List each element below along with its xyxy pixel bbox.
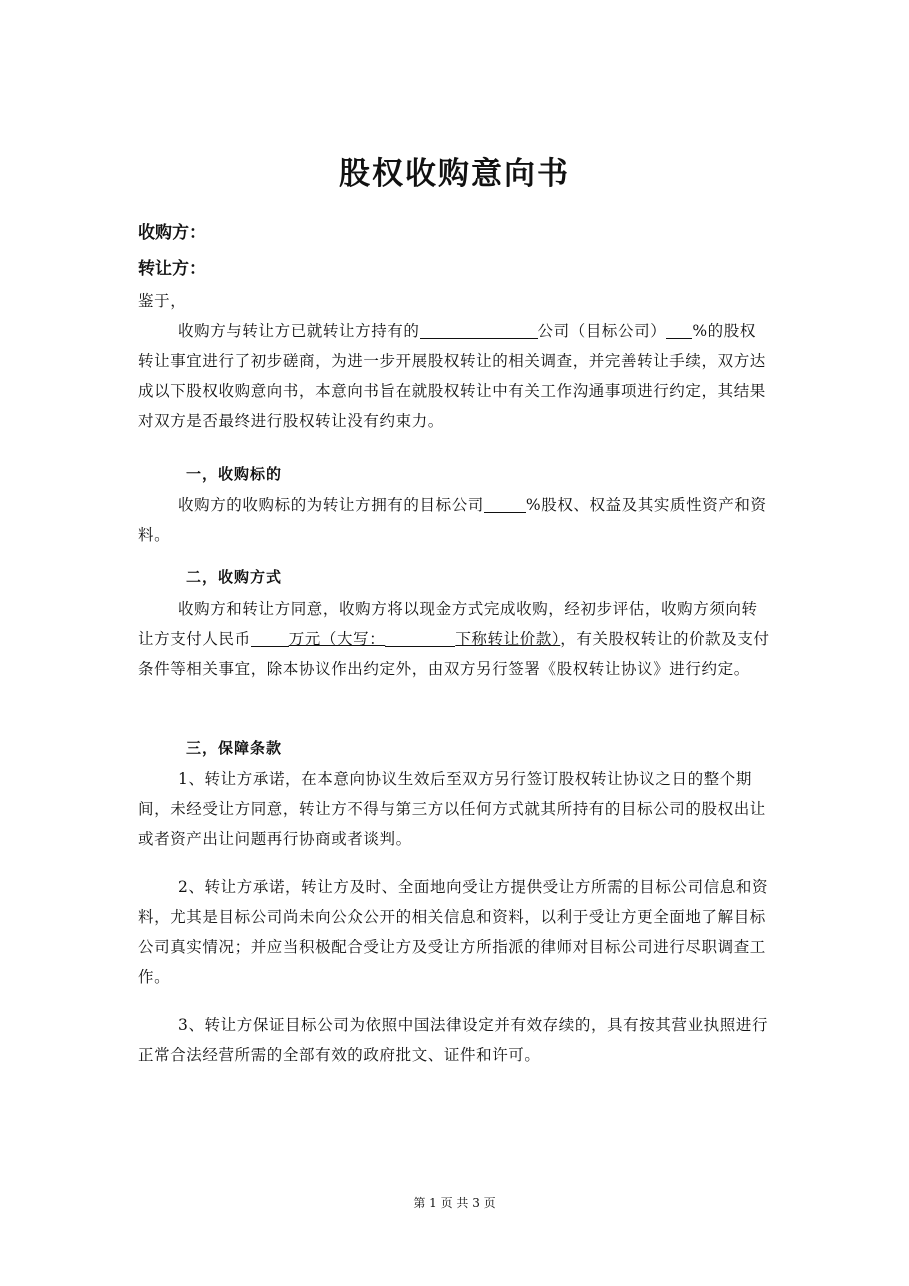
section1-text-1: 收购方的收购标的为转让方拥有的目标公司 (178, 496, 484, 514)
whereas-text: 鉴于， (138, 292, 187, 310)
document-title: 股权收购意向书 (339, 156, 570, 192)
amount-blank (251, 628, 289, 647)
section2-text-3: 下称转让价款） (455, 630, 561, 648)
amount-words-blank (385, 628, 455, 647)
section3-item-2: 2、转让方承诺，转让方及时、全面地向受让方提供受让方所需的目标公司信息和资料，尤其是目标公司尚未向公众公开的相关信息和资料，以利于受让方更全面地了解目标公司真实情况；并应当积极配合受让方及受让方所指派的律师对目标公司进行尽职调查工作。 (138, 878, 769, 986)
transferor-label: 转让方： (138, 259, 206, 279)
section2-text-1: 收购方和转让方同意，收购方将以现金方式完成收购，经初步评估，收购方须向转让方支付人民币 (138, 600, 758, 648)
section1-heading: 一，收购标的 (186, 465, 283, 483)
section3-item-1: 1、转让方承诺，在本意向协议生效后至双方另行签订股权转让协议之日的整个期间，未经受让方同意，转让方不得与第三方以任何方式就其所持有的目标公司的股权出让或者资产出让问题再行协商或者谈判。 (138, 770, 766, 848)
section2-heading: 二，收购方式 (186, 568, 283, 586)
section1-paragraph (138, 490, 772, 550)
intro-paragraph (138, 316, 772, 436)
section1-text-2: %股权、权益及其实质性资产和资料。 (138, 496, 767, 544)
page-footer: 第 1 页 共 3 页 (413, 1196, 496, 1210)
section2-paragraph (138, 594, 772, 684)
section3-item-3: 3、转让方保证目标公司为依照中国法律设定并有效存续的，具有按其营业执照进行正常合法经营所需的全部有效的政府批文、证件和许可。 (138, 1016, 769, 1064)
target-percent-blank (484, 494, 526, 513)
intro-text-2: 公司（目标公司） (537, 322, 667, 340)
section2-text-2: 万元（大写： (288, 630, 386, 648)
company-name-blank (420, 320, 538, 339)
section2-text-4: ，有关股权转让的价款及支付条件等相关事宜，除本协议作出约定外，由双方另行签署《股权转让协议》进行约定。 (138, 630, 770, 678)
intro-text-3: % (692, 322, 708, 340)
share-percent-blank (666, 320, 692, 339)
acquirer-label: 收购方： (138, 223, 206, 243)
section3-heading: 三，保障条款 (186, 739, 283, 757)
intro-text-1: 收购方与转让方已就转让方持有的 (178, 322, 420, 340)
intro-text-4: 的股权转让事宜进行了初步磋商，为进一步开展股权转让的相关调查，并完善转让手续，双方达成以下股权收购意向书，本意向书旨在就股权转让中有关工作沟通事项进行约定，其结果对双方是否最终进行股权转让没有约束力。 (138, 322, 766, 430)
